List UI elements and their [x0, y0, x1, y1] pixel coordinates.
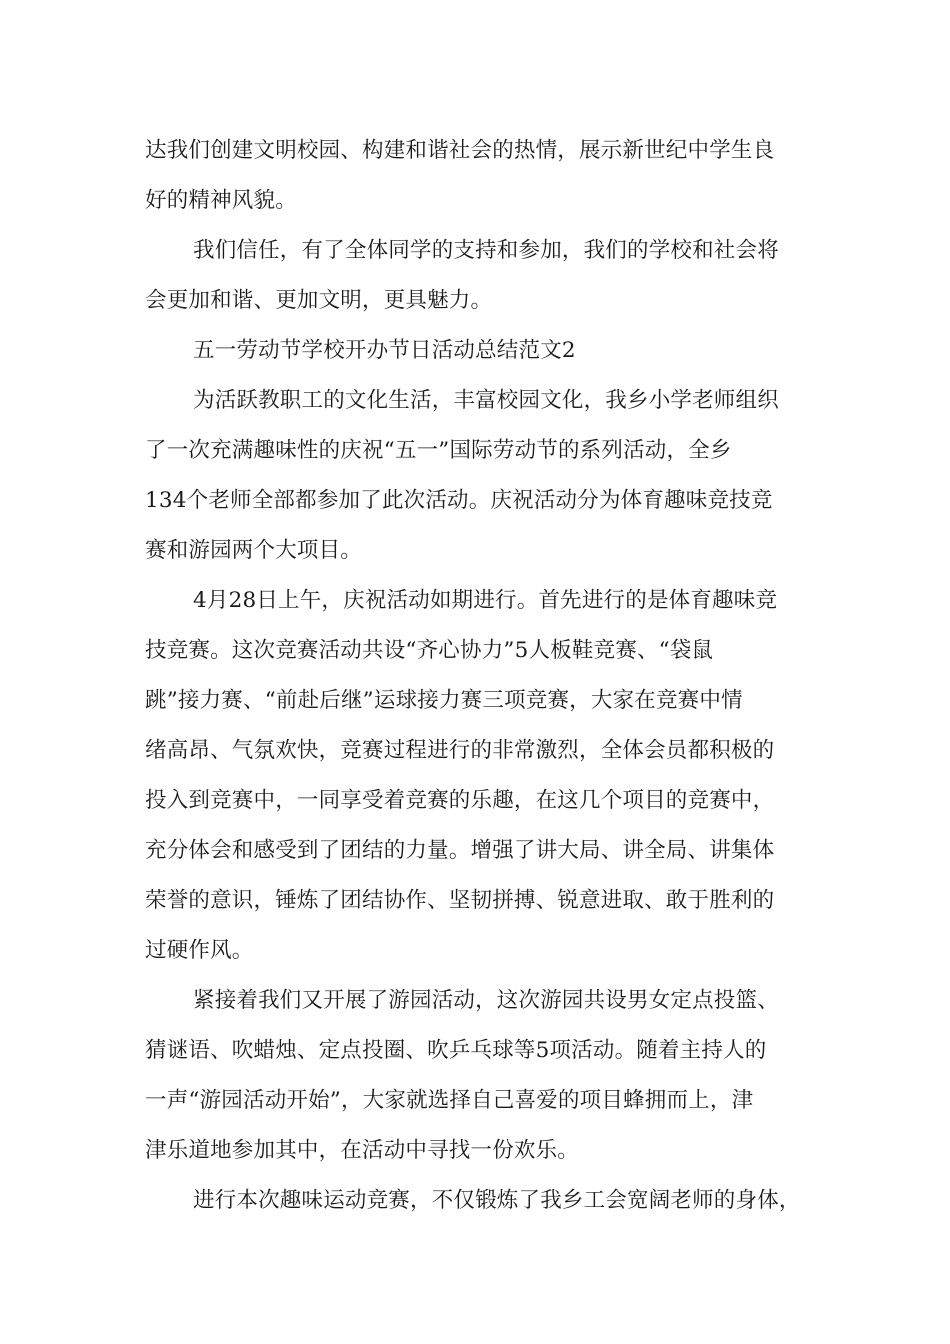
- text-line: 紧接着我们又开展了游园活动，这次游园共设男女定点投篮、: [193, 988, 779, 1013]
- text-line: 进行本次趣味运动竞赛，不仅锻炼了我乡工会宽阔老师的身体，: [193, 1188, 801, 1213]
- section-heading: 五一劳动节学校开办节日活动总结范文2: [193, 338, 576, 363]
- text-line: 一声“游园活动开始”，大家就选择自己喜爱的项目蜂拥而上，津: [145, 1088, 754, 1113]
- text-line: 达我们创建文明校园、构建和谐社会的热情，展示新世纪中学生良: [145, 138, 775, 163]
- text-line: 荣誉的意识，锤炼了团结协作、坚韧拼搏、锐意进取、敢于胜利的: [145, 888, 775, 913]
- text-line: 赛和游园两个大项目。: [145, 538, 363, 563]
- text-line: 134个老师全部都参加了此次活动。庆祝活动分为体育趣味竞技竞: [145, 488, 773, 513]
- text-line: 会更加和谐、更加文明，更具魅力。: [145, 288, 493, 313]
- text-line: 了一次充满趣味性的庆祝“五一”国际劳动节的系列活动，全乡: [145, 438, 732, 463]
- text-line: 绪高昂、气氛欢快，竞赛过程进行的非常激烈，全体会员都积极的: [145, 738, 775, 763]
- text-line: 4月28日上午，庆祝活动如期进行。首先进行的是体育趣味竞: [193, 588, 778, 613]
- text-line: 技竞赛。这次竞赛活动共设“齐心协力”5人板鞋竞赛、“袋鼠: [145, 638, 714, 663]
- text-line: 猜谜语、吹蜡烛、定点投圈、吹乒乓球等5项活动。随着主持人的: [145, 1038, 767, 1063]
- text-line: 充分体会和感受到了团结的力量。增强了讲大局、讲全局、讲集体: [145, 838, 775, 863]
- text-line: 过硬作风。: [145, 938, 254, 963]
- text-line: 津乐道地参加其中，在活动中寻找一份欢乐。: [145, 1138, 580, 1163]
- text-line: 我们信任，有了全体同学的支持和参加，我们的学校和社会将: [193, 238, 779, 263]
- text-line: 投入到竞赛中，一同享受着竞赛的乐趣，在这几个项目的竞赛中，: [145, 788, 775, 813]
- text-line: 为活跃教职工的文化生活，丰富校园文化，我乡小学老师组织: [193, 388, 779, 413]
- text-line: 好的精神风貌。: [145, 188, 297, 213]
- text-line: 跳”接力赛、“前赴后继”运球接力赛三项竞赛，大家在竞赛中情: [145, 688, 743, 713]
